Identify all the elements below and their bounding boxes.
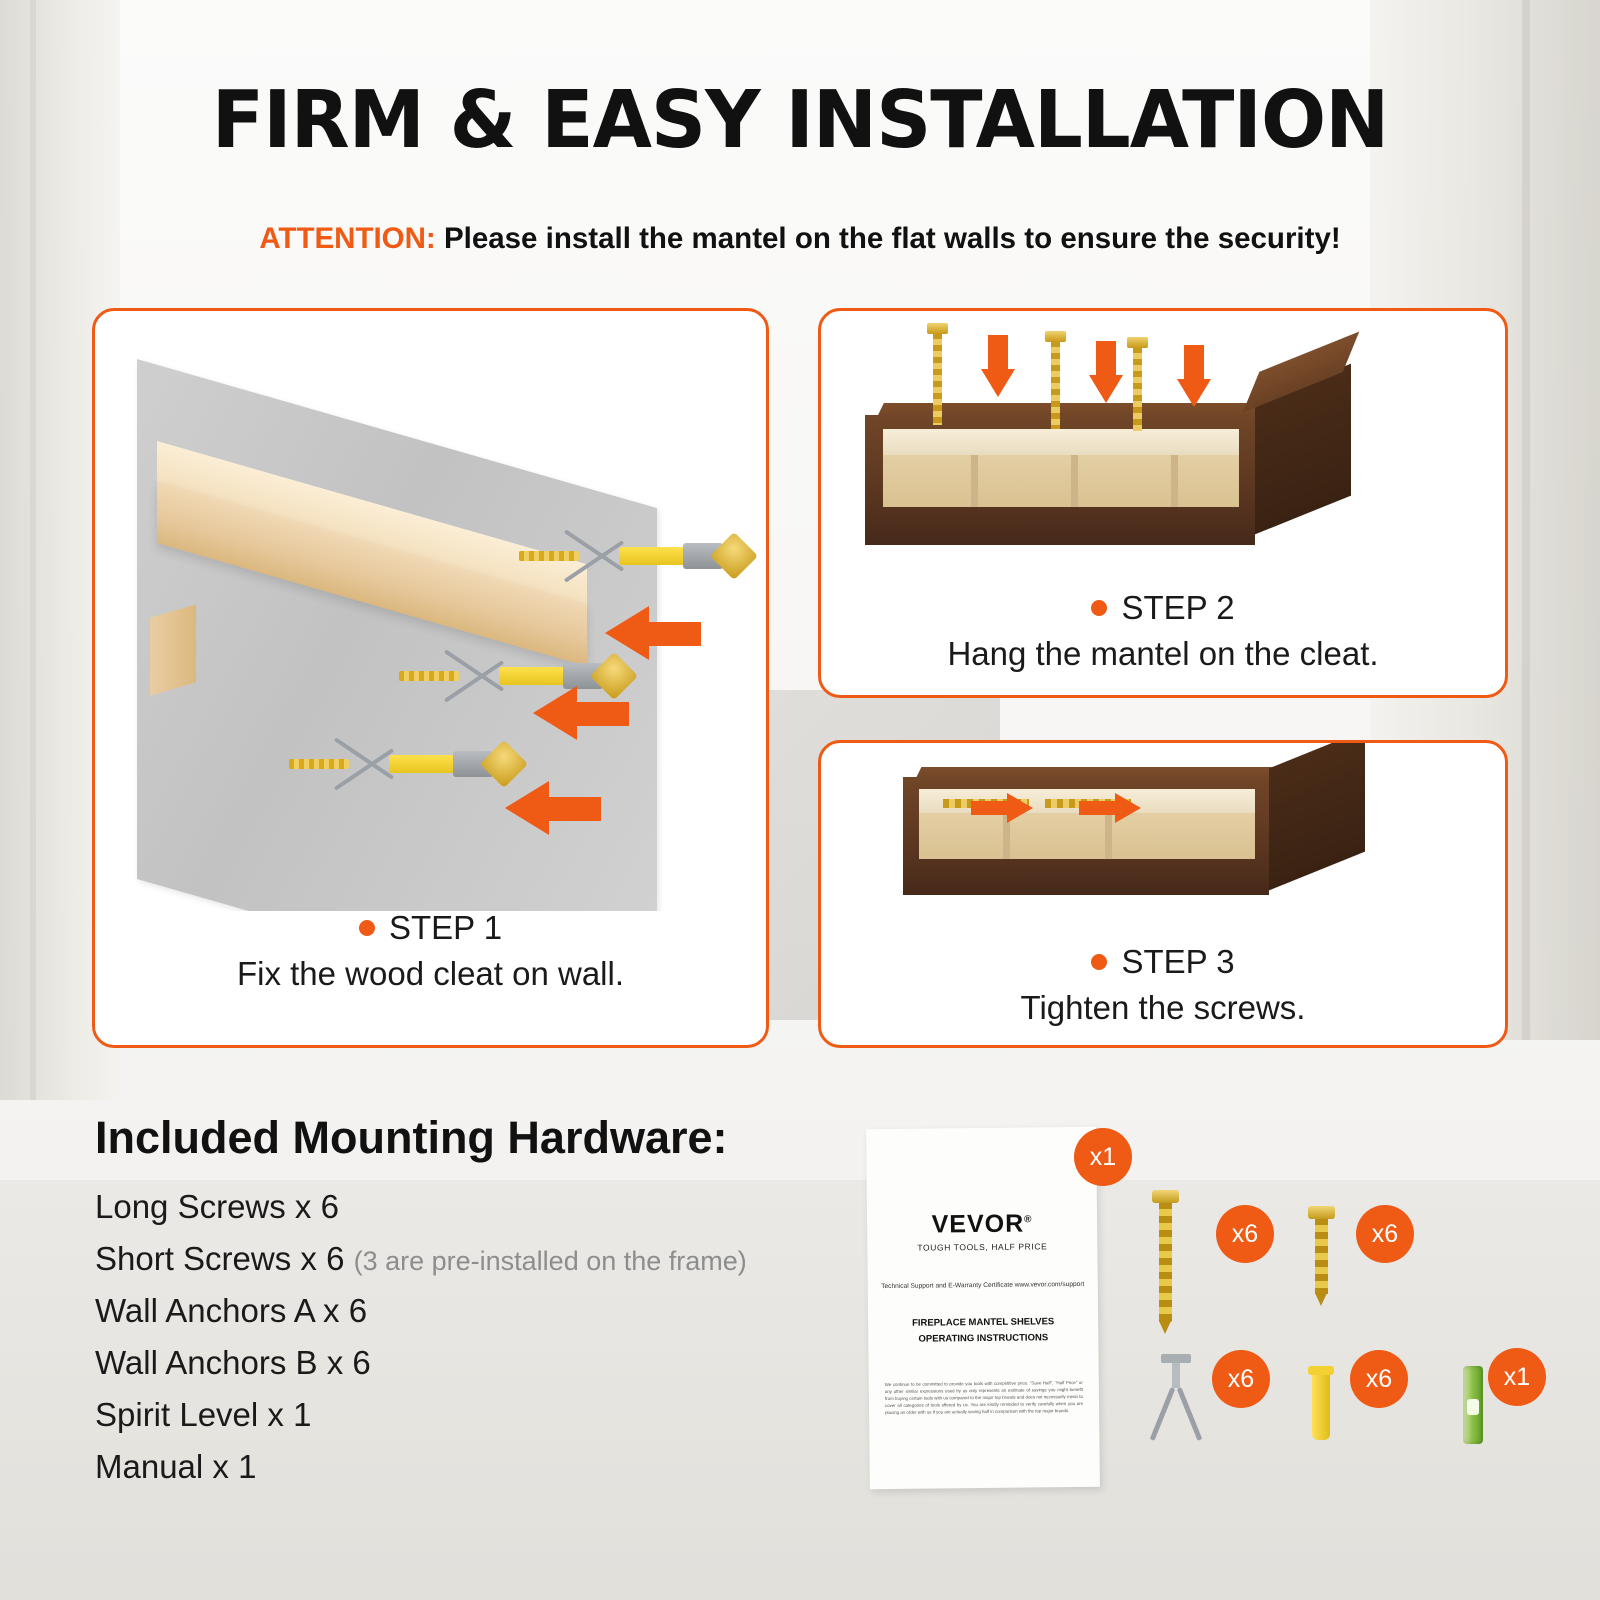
list-item	[95, 1344, 855, 1382]
list-item	[95, 1396, 855, 1434]
step-card-1	[92, 308, 769, 1048]
screw-vertical-icon	[933, 333, 942, 425]
mantel-divider	[1071, 455, 1078, 507]
step1-label: STEP 1	[388, 909, 503, 946]
step2-caption	[821, 589, 1505, 673]
anchor-sleeve-icon	[499, 667, 569, 685]
mantel-right-side	[1269, 743, 1365, 890]
left-arrow-icon	[505, 781, 601, 835]
hardware-item-text: Short Screws x 6	[95, 1240, 345, 1277]
step2-illustration	[821, 311, 1505, 561]
badge-long-screw-qty: x6	[1216, 1205, 1274, 1263]
manual-title-line1: FIREPLACE MANTEL SHELVES	[912, 1316, 1055, 1329]
bullet-icon	[1091, 600, 1107, 616]
manual-title	[868, 1314, 1098, 1349]
left-arrow-icon	[533, 686, 629, 740]
manual-title-line2: OPERATING INSTRUCTIONS	[918, 1332, 1049, 1345]
badge-short-screw-qty: x6	[1356, 1205, 1414, 1263]
manual-brand	[867, 1209, 1097, 1240]
down-arrow-icon	[1177, 345, 1211, 407]
manual-support-line: Technical Support and E-Warranty Certificate www.vevor.com/support	[881, 1280, 1085, 1291]
mantel-divider	[1171, 455, 1178, 507]
attention-line	[0, 222, 1600, 256]
right-arrow-icon	[1079, 793, 1141, 823]
screw-vertical-icon	[1133, 347, 1142, 431]
hardware-item-text: Wall Anchors A x 6	[95, 1292, 368, 1329]
hardware-list	[95, 1188, 855, 1500]
step3-label: STEP 3	[1121, 943, 1235, 980]
mantel-divider	[971, 455, 978, 507]
badge-anchor-a-qty: x6	[1212, 1350, 1270, 1408]
registered-mark: ®	[1024, 1214, 1033, 1226]
manual-body-text: We continue to be committed to provide you tools with competitive price. "Save Half", "Half Price" or any other similar expressions used by us only represents an estimate of savings you might benefit from buying certain tools with us compared to the major top brands and does not necessarily mean to cover all categories of tools offered by us. You are kindly reminded to verify carefully when you are placing an order with us if you are actually saving half in comparison with the top major brands.	[884, 1380, 1084, 1415]
step-card-3	[818, 740, 1508, 1048]
attention-keyword: ATTENTION:	[259, 222, 436, 255]
bullet-icon	[359, 920, 375, 936]
step3-illustration	[821, 743, 1505, 923]
list-item	[95, 1448, 855, 1486]
step1-illustration	[95, 311, 766, 911]
step3-caption	[821, 943, 1505, 1027]
short-screw-part	[1315, 1218, 1328, 1294]
page-title: FIRM & EASY INSTALLATION	[211, 74, 1389, 166]
step-card-2	[818, 308, 1508, 698]
manual-brand-text: VEVOR	[931, 1209, 1025, 1239]
screw-head-icon	[710, 532, 758, 580]
list-item	[95, 1240, 855, 1278]
step3-label-row	[821, 943, 1505, 981]
anchor-sleeve-icon	[389, 755, 459, 773]
step1-label-row	[95, 909, 766, 947]
badge-level-qty: x1	[1488, 1348, 1546, 1406]
attention-text: Please install the mantel on the flat walls to ensure the security!	[443, 222, 1341, 255]
left-arrow-icon	[605, 606, 701, 660]
step3-description: Tighten the screws.	[1020, 989, 1306, 1026]
step1-caption	[95, 909, 766, 993]
manual-tagline: TOUGH TOOLS, HALF PRICE	[917, 1241, 1048, 1253]
bullet-icon	[1091, 954, 1107, 970]
right-arrow-icon	[971, 793, 1033, 823]
mantel-cleat-slot	[883, 429, 1239, 455]
wood-cleat-end-grain	[150, 604, 196, 695]
hardware-item-note: (3 are pre-installed on the frame)	[353, 1246, 747, 1276]
list-item	[95, 1188, 855, 1226]
step1-description: Fix the wood cleat on wall.	[236, 955, 625, 992]
toggle-anchor-assembly	[565, 521, 755, 591]
step2-label: STEP 2	[1121, 589, 1235, 626]
hardware-item-text: Wall Anchors B x 6	[95, 1344, 371, 1381]
manual-booklet	[866, 1127, 1100, 1489]
toggle-anchor-assembly	[335, 729, 525, 799]
hardware-item-text: Spirit Level x 1	[95, 1396, 312, 1433]
badge-manual-qty: x1	[1074, 1128, 1132, 1186]
wall-anchor-b-part	[1312, 1366, 1330, 1440]
badge-anchor-b-qty: x6	[1350, 1350, 1408, 1408]
screw-vertical-icon	[1051, 341, 1060, 429]
anchor-sleeve-icon	[619, 547, 689, 565]
hardware-section-title: Included Mounting Hardware:	[95, 1112, 728, 1163]
step2-description: Hang the mantel on the cleat.	[947, 635, 1379, 672]
hardware-item-text: Manual x 1	[95, 1448, 257, 1485]
list-item	[95, 1292, 855, 1330]
wall-anchor-a-part	[1146, 1358, 1206, 1444]
down-arrow-icon	[981, 335, 1015, 397]
spirit-level-part	[1463, 1366, 1483, 1444]
hardware-item-text: Long Screws x 6	[95, 1188, 339, 1225]
down-arrow-icon	[1089, 341, 1123, 403]
step2-label-row	[821, 589, 1505, 627]
long-screw-part	[1159, 1202, 1172, 1322]
